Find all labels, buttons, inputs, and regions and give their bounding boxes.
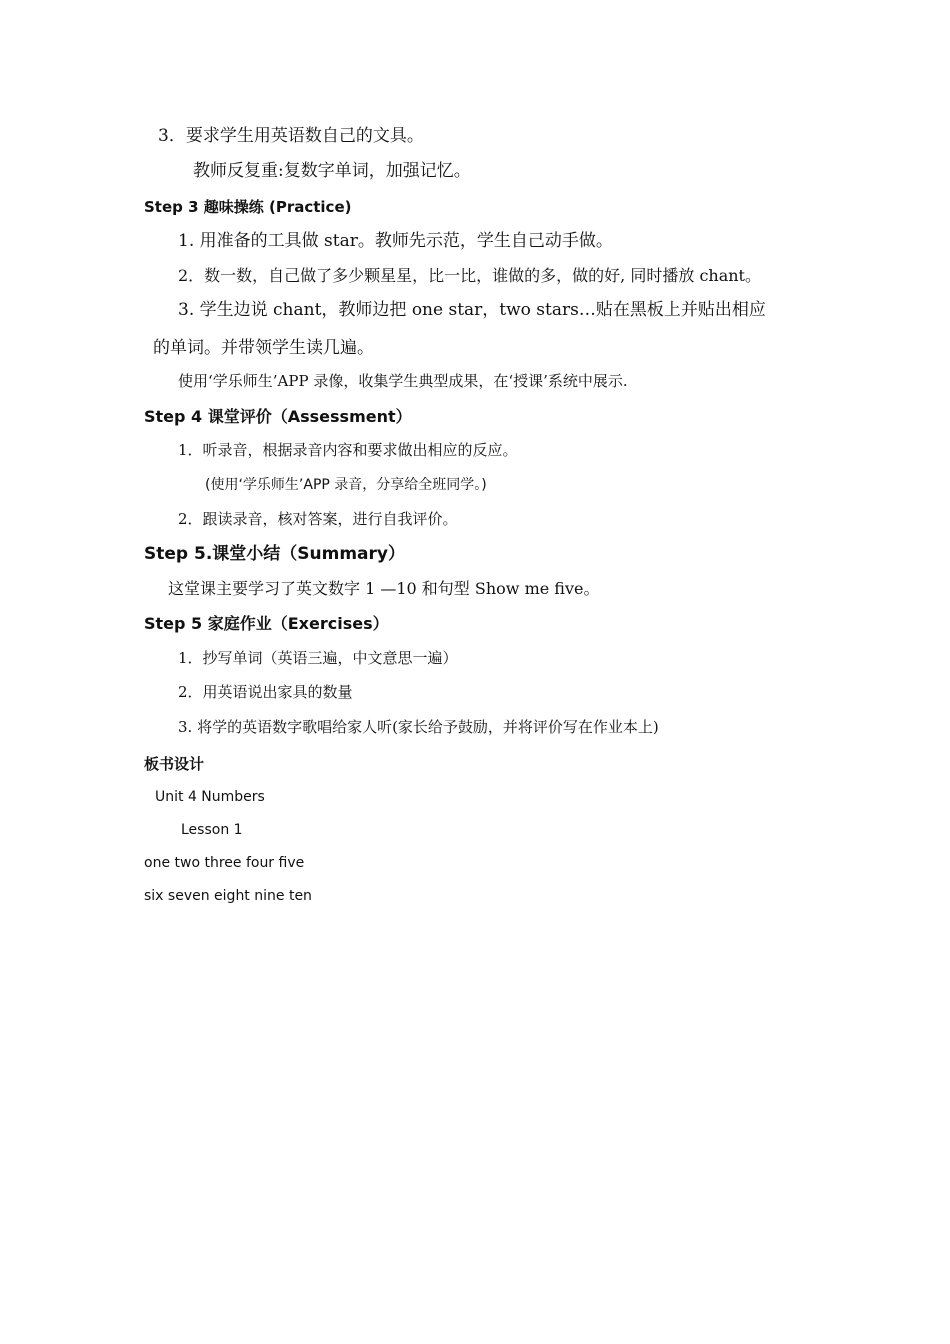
- step-3-heading: Step 3 趣味操练 (Practice): [144, 198, 352, 216]
- step-3-item-3: 3. 学生边说 chant，教师边把 one star，two stars…贴在黑板上并贴出相应: [178, 300, 766, 320]
- step-4-heading: Step 4 课堂评价（Assessment）: [144, 407, 412, 426]
- step-4-app-note: (使用‘学乐师生’APP 录音，分享给全班同学。): [205, 477, 487, 493]
- board-numbers-one-to-five: one two three four five: [144, 855, 305, 871]
- step-3-item-3-continued: 的单词。并带领学生读几遍。: [153, 338, 374, 358]
- board-unit-title: Unit 4 Numbers: [155, 789, 265, 805]
- practice-item-3: 3．要求学生用英语数自己的文具。: [158, 126, 424, 146]
- homework-item-3: 3. 将学的英语数字歌唱给家人听(家长给予鼓励，并将评价写在作业本上): [178, 718, 659, 736]
- board-numbers-six-to-ten: six seven eight nine ten: [144, 888, 312, 904]
- step-5-summary-heading: Step 5.课堂小结（Summary）: [144, 544, 405, 564]
- step-4-item-1: 1．听录音，根据录音内容和要求做出相应的反应。: [178, 441, 518, 459]
- board-design-heading: 板书设计: [144, 755, 205, 773]
- app-recording-note: 使用‘学乐师生’APP 录像，收集学生典型成果，在‘授课’系统中展示.: [178, 372, 628, 390]
- step-3-item-1: 1. 用准备的工具做 star。教师先示范，学生自己动手做。: [178, 231, 613, 251]
- teacher-review-note: 教师反复重:复数字单词，加强记忆。: [193, 161, 471, 181]
- homework-item-2: 2．用英语说出家具的数量: [178, 683, 353, 701]
- homework-item-1: 1．抄写单词（英语三遍，中文意思一遍）: [178, 649, 458, 667]
- step-5-homework-heading: Step 5 家庭作业（Exercises）: [144, 614, 389, 633]
- step-4-item-2: 2．跟读录音，核对答案，进行自我评价。: [178, 510, 458, 528]
- board-lesson-title: Lesson 1: [181, 822, 243, 838]
- step-3-item-2: 2．数一数，自己做了多少颗星星，比一比，谁做的多，做的好, 同时播放 chant。: [178, 266, 761, 285]
- summary-text: 这堂课主要学习了英文数字 1 —10 和句型 Show me five。: [168, 579, 600, 598]
